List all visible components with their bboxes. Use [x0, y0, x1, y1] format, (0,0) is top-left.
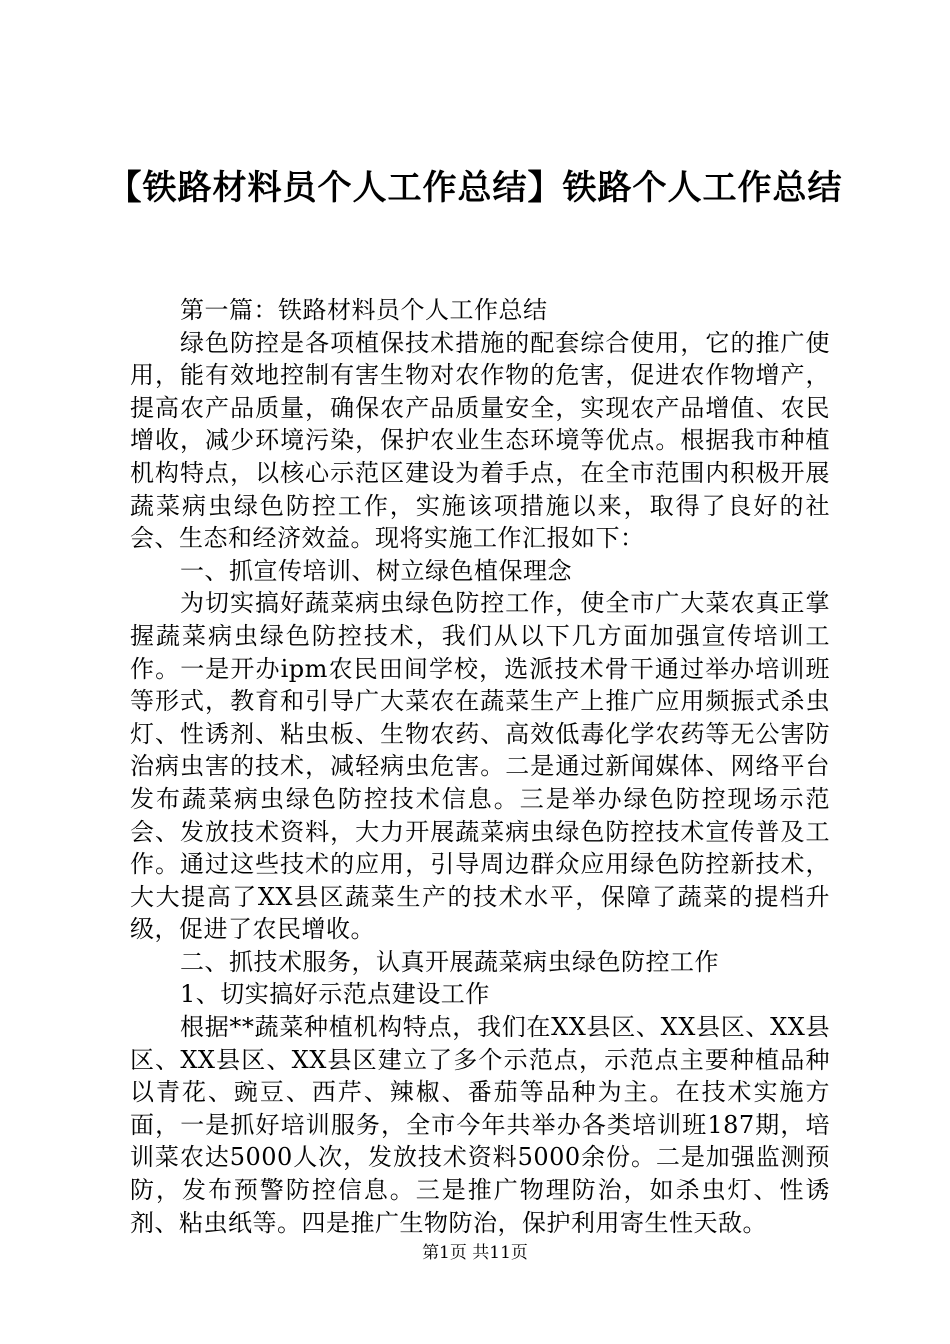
page-number-footer: 第1页 共11页 [422, 1243, 528, 1263]
document-title: 【铁路材料员个人工作总结】铁路个人工作总结 [107, 168, 843, 208]
body-paragraph: 绿色防控是各项植保技术措施的配套综合使用，它的推广使用，能有效地控制有害生物对农作物的危害，促进农作物增产，提高农产品质量，确保农产品质量安全，实现农产品增值、农民增收，减少环境污染，保护农业生态环境等优点。根据我市种植机构特点，以核心示范区建设为着手点，在全市范围内积极开展蔬菜病虫绿色防控工作，实施该项措施以来，取得了良好的社会、生态和经济效益。现将实施工作汇报如下： [130, 328, 830, 553]
body-paragraph: 根据**蔬菜种植机构特点，我们在XX县区、XX县区、XX县区、XX县区、XX县区建立了多个示范点，示范点主要种植品种以青花、豌豆、西芹、辣椒、番茄等品种为主。在技术实施方面，一是抓好培训服务，全市今年共举办各类培训班187期，培训菜农达5000人次，发放技术资料5000余份。二是加强监测预防，发布预警防控信息。三是推广物理防治，如杀虫灯、性诱剂、粘虫纸等。四是推广生物防治，保护利用寄生性天敌。 [130, 1013, 830, 1237]
section-heading: 一、抓宣传培训、树立绿色植保理念 [180, 556, 572, 585]
subsection-heading: 1、切实搞好示范点建设工作 [180, 980, 490, 1009]
section-heading: 第一篇：铁路材料员个人工作总结 [180, 296, 548, 324]
body-paragraph: 为切实搞好蔬菜病虫绿色防控工作，使全市广大菜农真正掌握蔬菜病虫绿色防控技术，我们从以下几方面加强宣传培训工作。一是开办ipm农民田间学校，选派技术骨干通过举办培训班等形式，教育和引导广大菜农在蔬菜生产上推广应用频振式杀虫灯、性诱剂、粘虫板、生物农药、高效低毒化学农药等无公害防治病虫害的技术，减轻病虫危害。二是通过新闻媒体、网络平台发布蔬菜病虫绿色防控技术信息。三是举办绿色防控现场示范会、发放技术资料，大力开展蔬菜病虫绿色防控技术宣传普及工作。通过这些技术的应用，引导周边群众应用绿色防控新技术，大大提高了XX县区蔬菜生产的技术水平，保障了蔬菜的提档升级，促进了农民增收。 [130, 589, 830, 944]
document-body [130, 294, 830, 1239]
section-heading: 二、抓技术服务，认真开展蔬菜病虫绿色防控工作 [180, 947, 719, 976]
